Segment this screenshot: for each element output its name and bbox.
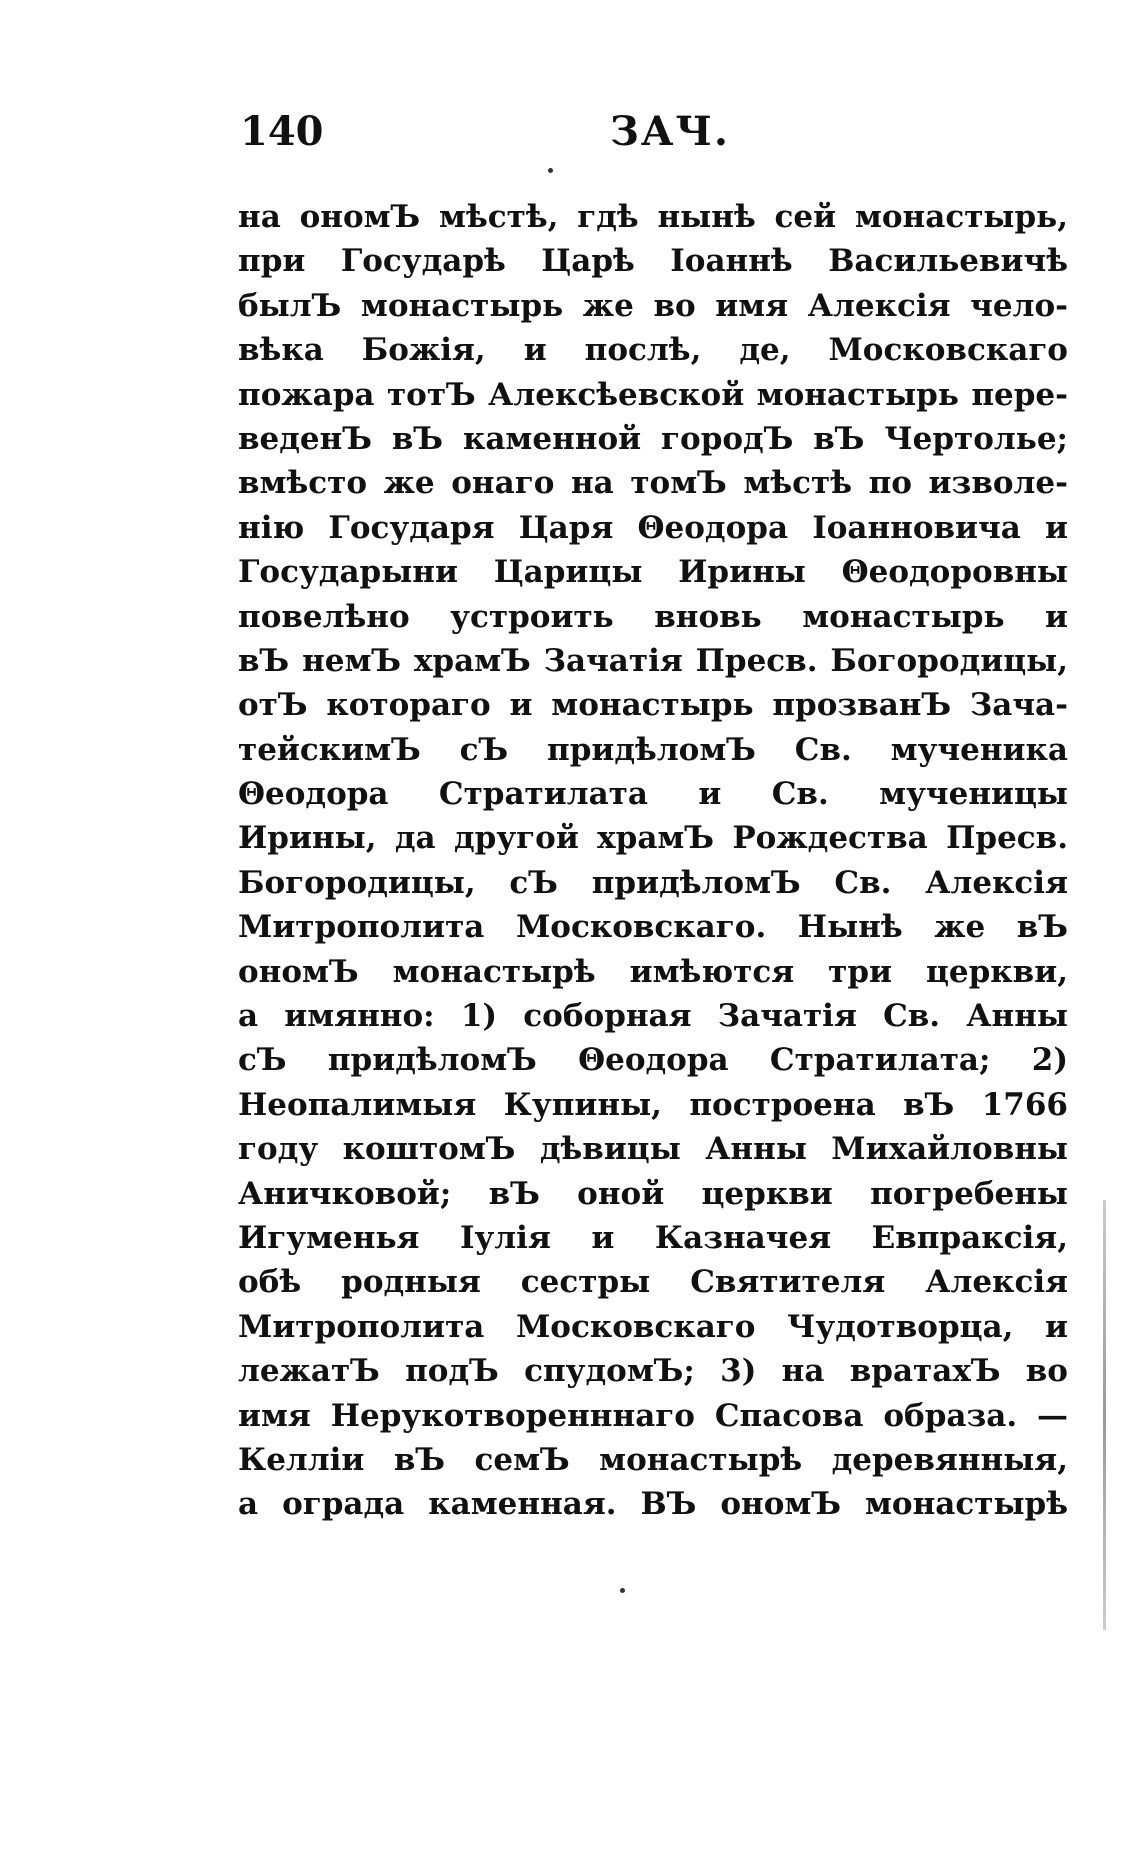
text-line: при Государѣ Царѣ Іоаннѣ Васильевичѣ	[238, 243, 1068, 280]
text-line: имя Нерукотворенннаго Спасова образа. —	[238, 1397, 1068, 1434]
text-line: лежатЪ подЪ спудомЪ; 3) на вратахЪ во	[238, 1353, 1068, 1390]
print-speck	[548, 168, 553, 173]
text-line: а имянно: 1) соборная Зачатія Св. Анны	[238, 998, 1068, 1035]
page-edge-shadow	[1103, 1200, 1106, 1630]
text-line: обѣ родныя сестры Святителя Алексія	[238, 1264, 1068, 1301]
text-line: сЪ придѣломЪ Θеодора Стратилата; 2)	[238, 1042, 1068, 1079]
text-line: Θеодора Стратилата и Св. мученицы	[238, 776, 1068, 813]
text-line: вЪ немЪ храмЪ Зачатія Пресв. Богородицы,	[238, 642, 1068, 679]
text-line: нію Государя Царя Θеодора Іоанновича и	[238, 509, 1068, 546]
text-line: повелѣно устроить вновь монастырь и	[238, 598, 1068, 635]
text-line: Богородицы, сЪ придѣломЪ Св. Алексія	[238, 864, 1068, 901]
text-line: тейскимЪ сЪ придѣломЪ Св. мученика	[238, 731, 1068, 768]
text-line: Игуменья Іулія и Казначея Евпраксія,	[238, 1219, 1068, 1256]
text-line: отЪ котораго и монастырь прозванЪ Зача-	[238, 687, 1068, 724]
print-speck	[620, 1588, 625, 1593]
running-head: ЗАЧ.	[610, 108, 730, 155]
text-line: вмѣсто же онаго на томЪ мѣстѣ по изволе-	[238, 465, 1068, 502]
text-line: Аничковой; вЪ оной церкви погребены	[238, 1175, 1068, 1212]
text-line: Государыни Царицы Ирины Θеодоровны	[238, 554, 1068, 591]
text-line: ономЪ монастырѣ имѣются три церкви,	[238, 953, 1068, 990]
text-line: веденЪ вЪ каменной городЪ вЪ Чертолье;	[238, 420, 1068, 457]
text-line: на ономЪ мѣстѣ, гдѣ нынѣ сей монастырь,	[238, 199, 1068, 235]
page-number: 140	[240, 108, 324, 155]
text-line: году коштомЪ дѣвицы Анны Михайловны	[238, 1131, 1068, 1168]
page-header	[240, 108, 800, 168]
text-line: Ирины, да другой храмЪ Рождества Пресв.	[238, 820, 1068, 857]
text-line: а ограда каменная. ВЪ ономЪ монастырѣ	[238, 1486, 1068, 1523]
text-line: Келліи вЪ семЪ монастырѣ деревянныя,	[238, 1441, 1068, 1478]
body-text	[238, 195, 1068, 1527]
text-line: Митрополита Московскаго. Нынѣ же вЪ	[238, 909, 1068, 946]
text-line: вѣка Божія, и послѣ, де, Московскаго	[238, 332, 1068, 369]
text-line: пожара тотЪ Алексѣевской монастырь пере-	[238, 376, 1068, 413]
text-line: былЪ монастырь же во имя Алексія чело-	[238, 287, 1068, 324]
text-line: Митрополита Московскаго Чудотворца, и	[238, 1308, 1068, 1345]
text-line: Неопалимыя Купины, построена вЪ 1766	[238, 1086, 1068, 1123]
